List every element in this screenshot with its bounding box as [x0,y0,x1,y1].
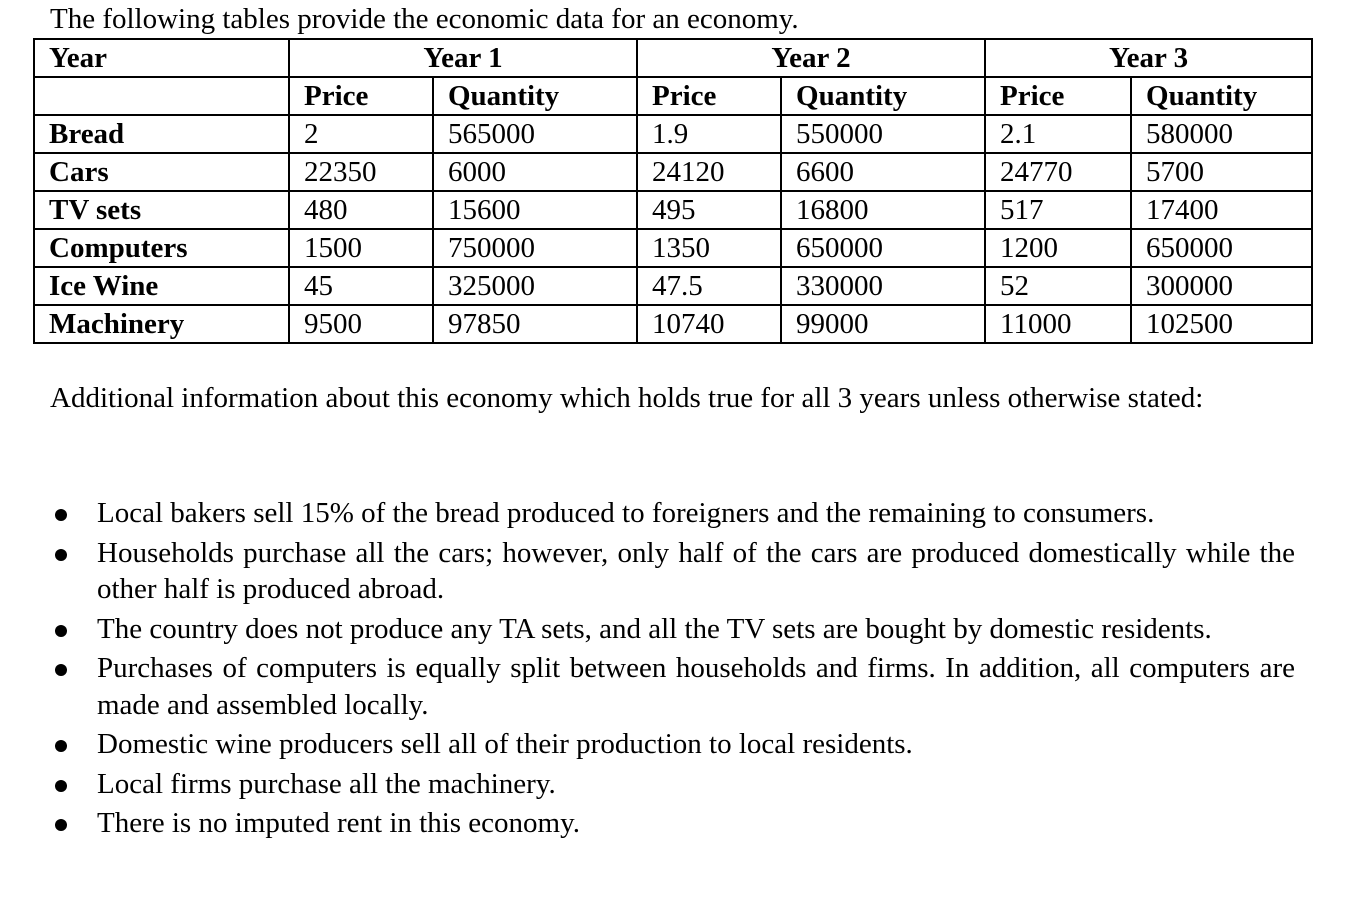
table-cell: 15600 [433,191,637,229]
list-item [50,805,1295,842]
table-cell: 52 [985,267,1131,305]
table-cell: 5700 [1131,153,1312,191]
table-cell: 750000 [433,229,637,267]
bullet-icon [55,819,67,831]
list-item-text: Local firms purchase all the machinery. [97,767,556,800]
empty-cell [34,77,289,115]
bullet-icon [55,549,67,561]
row-label: TV sets [34,191,289,229]
bullet-icon [55,625,67,637]
table-row [34,229,1312,267]
list-item-text: Households purchase all the cars; however, only half of the cars are produced domestically while the other half is produced abroad. [97,536,1295,605]
year-2-header: Year 2 [637,39,985,77]
list-item [50,650,1295,723]
list-item [50,766,1295,803]
list-item [50,726,1295,763]
table-cell: 550000 [781,115,985,153]
list-item-text: Domestic wine producers sell all of their production to local residents. [97,728,913,760]
table-cell: 330000 [781,267,985,305]
table-cell: 22350 [289,153,433,191]
year-1-header: Year 1 [289,39,637,77]
table-header-row [34,39,1312,77]
table-cell: 580000 [1131,115,1312,153]
table-cell: 97850 [433,305,637,343]
additional-info-paragraph: Additional information about this economy which holds true for all 3 years unless otherwise stated: [50,382,1204,414]
table-cell: 102500 [1131,305,1312,343]
price-header: Price [289,77,433,115]
quantity-header: Quantity [1131,77,1312,115]
year-header: Year [34,39,289,77]
table-cell: 2 [289,115,433,153]
table-row [34,267,1312,305]
row-label: Ice Wine [34,267,289,305]
table-cell: 1.9 [637,115,781,153]
table-cell: 11000 [985,305,1131,343]
quantity-header: Quantity [433,77,637,115]
row-label: Machinery [34,305,289,343]
list-item [50,495,1295,532]
list-item-text: There is no imputed rent in this economy. [97,807,580,839]
table-row [34,153,1312,191]
price-header: Price [985,77,1131,115]
year-3-header: Year 3 [985,39,1312,77]
bullet-icon [55,509,67,521]
table-cell: 565000 [433,115,637,153]
table-cell: 480 [289,191,433,229]
quantity-header: Quantity [781,77,985,115]
table-cell: 6600 [781,153,985,191]
table-cell: 24120 [637,153,781,191]
table-cell: 1500 [289,229,433,267]
table-cell: 99000 [781,305,985,343]
table-cell: 6000 [433,153,637,191]
intro-text: The following tables provide the economic data for an economy. [50,3,799,35]
table-row [34,115,1312,153]
list-item-text: Purchases of computers is equally split between households and firms. In addition, all computers are made and assembled locally. [97,652,1295,721]
table-cell: 16800 [781,191,985,229]
bullet-icon [55,664,67,676]
list-item [50,611,1295,648]
price-header: Price [637,77,781,115]
list-item [50,535,1295,608]
table-subheader-row [34,77,1312,115]
table-cell: 2.1 [985,115,1131,153]
table-cell: 650000 [781,229,985,267]
table-cell: 10740 [637,305,781,343]
table-cell: 325000 [433,267,637,305]
table-cell: 24770 [985,153,1131,191]
table-cell: 495 [637,191,781,229]
table-cell: 9500 [289,305,433,343]
table-cell: 17400 [1131,191,1312,229]
table-cell: 47.5 [637,267,781,305]
bullet-list [50,495,1295,845]
table-cell: 1350 [637,229,781,267]
row-label: Computers [34,229,289,267]
bullet-icon [55,780,67,792]
table-cell: 517 [985,191,1131,229]
economic-data-table [33,38,1313,344]
table-row [34,191,1312,229]
table-cell: 1200 [985,229,1131,267]
row-label: Bread [34,115,289,153]
bullet-icon [55,740,67,752]
row-label: Cars [34,153,289,191]
list-item-text: The country does not produce any TA sets, and all the TV sets are bought by domestic residents. [97,612,1212,645]
table-cell: 300000 [1131,267,1312,305]
list-item-text: Local bakers sell 15% of the bread produced to foreigners and the remaining to consumers. [97,497,1155,529]
table-cell: 45 [289,267,433,305]
table-row [34,305,1312,343]
table-cell: 650000 [1131,229,1312,267]
